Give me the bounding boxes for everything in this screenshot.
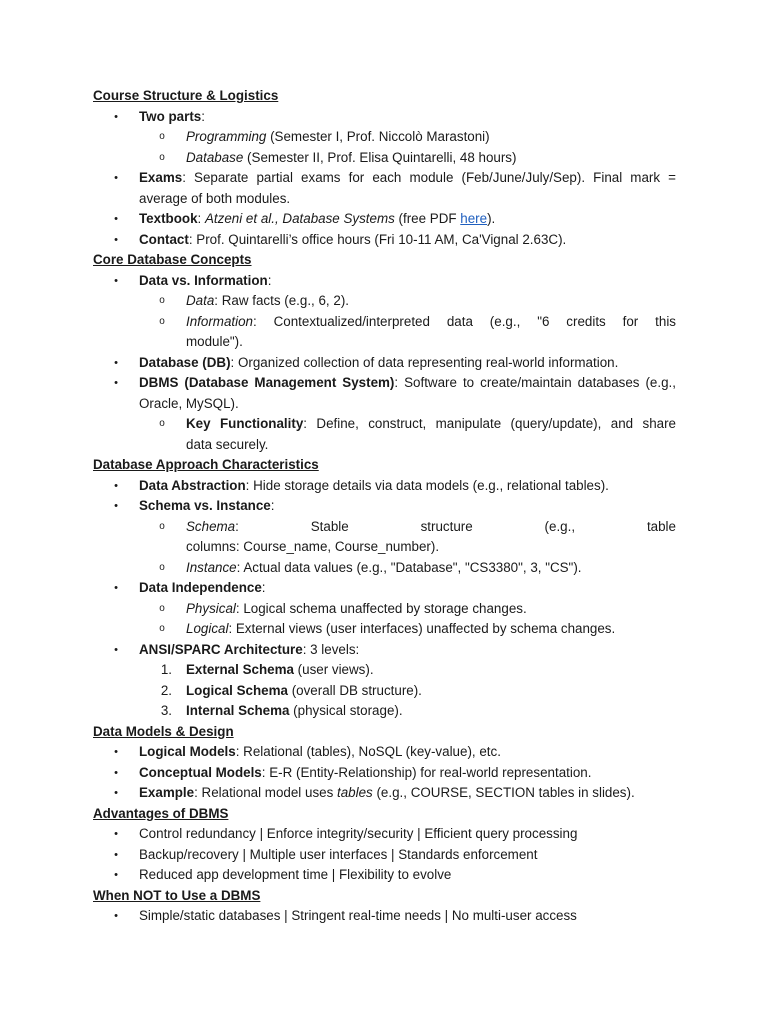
list-item: • Backup/recovery | Multiple user interfaces | Standards enforcement <box>93 845 676 866</box>
list-item: • Reduced app development time | Flexibility to evolve <box>93 865 676 886</box>
section-heading-not-use: When NOT to Use a DBMS <box>93 887 261 903</box>
bullet-icon: • <box>114 233 118 246</box>
list-item: • Textbook: Atzeni et al., Database Systems (free PDF here). <box>93 209 676 230</box>
sub-list-item: o Information: Contextualized/interpreted data (e.g., "6 credits for this <box>93 312 676 333</box>
list-item: • Database (DB): Organized collection of data representing real-world information. <box>93 353 676 374</box>
list-item: • Schema vs. Instance: <box>93 496 676 517</box>
bullet-icon: • <box>114 110 118 123</box>
bullet-icon: • <box>114 582 118 594</box>
sub-bullet-icon: o <box>159 602 165 614</box>
sub-bullet-icon: o <box>159 418 165 429</box>
item-number: 2. <box>160 682 172 698</box>
sub-bullet-icon: o <box>159 131 165 142</box>
sub-list-item-continuation: module"). <box>186 334 243 349</box>
list-item-continuation: average of both modules. <box>139 190 291 206</box>
sub-bullet-icon: o <box>159 623 165 634</box>
bullet-icon: • <box>114 848 118 861</box>
sub-list-item-continuation: columns: Course_name, Course_number). <box>186 539 440 554</box>
bullet-icon: • <box>114 172 118 184</box>
sub-bullet-icon: o <box>159 520 165 532</box>
document-body <box>93 86 676 927</box>
bullet-icon: • <box>114 274 118 287</box>
item-number: 1. <box>160 662 172 677</box>
sub-list-item: o Schema: Stable structure (e.g., table <box>93 517 676 538</box>
bullet-icon: • <box>114 828 118 840</box>
section-heading-advantages: Advantages of DBMS <box>93 805 229 821</box>
bullet-icon: • <box>114 787 118 799</box>
sub-bullet-icon: o <box>159 295 165 306</box>
bullet-icon: • <box>114 869 118 881</box>
sub-bullet-icon: o <box>159 561 165 573</box>
sub-list-item: o Key Functionality: Define, construct, manipulate (query/update), and share <box>93 414 676 435</box>
bullet-icon: • <box>114 479 118 492</box>
sub-list-item: o Physical: Logical schema unaffected by storage changes. <box>93 599 676 620</box>
numbered-item: 1. External Schema (user views). <box>93 660 676 681</box>
bullet-icon: • <box>114 643 118 656</box>
bullet-icon: • <box>114 377 118 389</box>
list-item: • Data Abstraction: Hide storage details via data models (e.g., relational tables). <box>93 476 676 497</box>
numbered-item: 3. Internal Schema (physical storage). <box>93 701 676 722</box>
textbook-pdf-link[interactable]: here <box>460 211 488 226</box>
sub-list-item: o Database (Semester II, Prof. Elisa Quintarelli, 48 hours) <box>93 148 676 169</box>
sub-list-item: o Programming (Semester I, Prof. Niccolò Marastoni) <box>93 127 676 148</box>
list-item: • Example: Relational model uses tables (e.g., COURSE, SECTION tables in slides). <box>93 783 676 804</box>
sub-bullet-icon: o <box>159 151 165 163</box>
list-item: • Logical Models: Relational (tables), NoSQL (key-value), etc. <box>93 742 676 763</box>
bullet-icon: • <box>114 500 118 512</box>
item-label: Two parts <box>139 108 202 124</box>
list-item-continuation: Oracle, MySQL). <box>139 395 239 411</box>
list-item: • Contact: Prof. Quintarelli’s office hours (Fri 10-11 AM, Ca'Vignal 2.63C). <box>93 230 676 251</box>
sub-list-item-continuation: data securely. <box>186 436 269 452</box>
list-item: • Control redundancy | Enforce integrity/security | Efficient query processing <box>93 824 676 845</box>
section-heading-core: Core Database Concepts <box>93 252 252 267</box>
list-item: • Data vs. Information: <box>93 271 676 292</box>
item-number: 3. <box>160 703 172 718</box>
list-item: • Exams: Separate partial exams for each module (Feb/June/July/Sep). Final mark = <box>93 168 676 189</box>
bullet-icon: • <box>114 746 118 758</box>
section-heading-models: Data Models & Design <box>93 723 234 739</box>
list-item: • ANSI/SPARC Architecture: 3 levels: <box>93 640 676 661</box>
numbered-item: 2. Logical Schema (overall DB structure). <box>93 681 676 702</box>
section-heading-course: Course Structure & Logistics <box>93 88 279 103</box>
bullet-icon: • <box>114 910 118 922</box>
list-item: • Conceptual Models: E-R (Entity-Relationship) for real-world representation. <box>93 763 676 784</box>
sub-list-item: o Logical: External views (user interfaces) unaffected by schema changes. <box>93 619 676 640</box>
list-item: • DBMS (Database Management System): Software to create/maintain databases (e.g., <box>93 373 676 394</box>
sub-list-item: o Instance: Actual data values (e.g., "Database", "CS3380", 3, "CS"). <box>93 558 676 579</box>
list-item: • Data Independence: <box>93 578 676 599</box>
list-item: • Simple/static databases | Stringent real-time needs | No multi-user access <box>93 906 676 927</box>
bullet-icon: • <box>114 356 118 369</box>
sub-bullet-icon: o <box>159 315 165 327</box>
bullet-icon: • <box>114 213 118 225</box>
section-heading-approach: Database Approach Characteristics <box>93 457 319 472</box>
bullet-icon: • <box>114 766 118 779</box>
sub-list-item: o Data: Raw facts (e.g., 6, 2). <box>93 291 676 312</box>
list-item: • Two parts: <box>93 107 676 128</box>
